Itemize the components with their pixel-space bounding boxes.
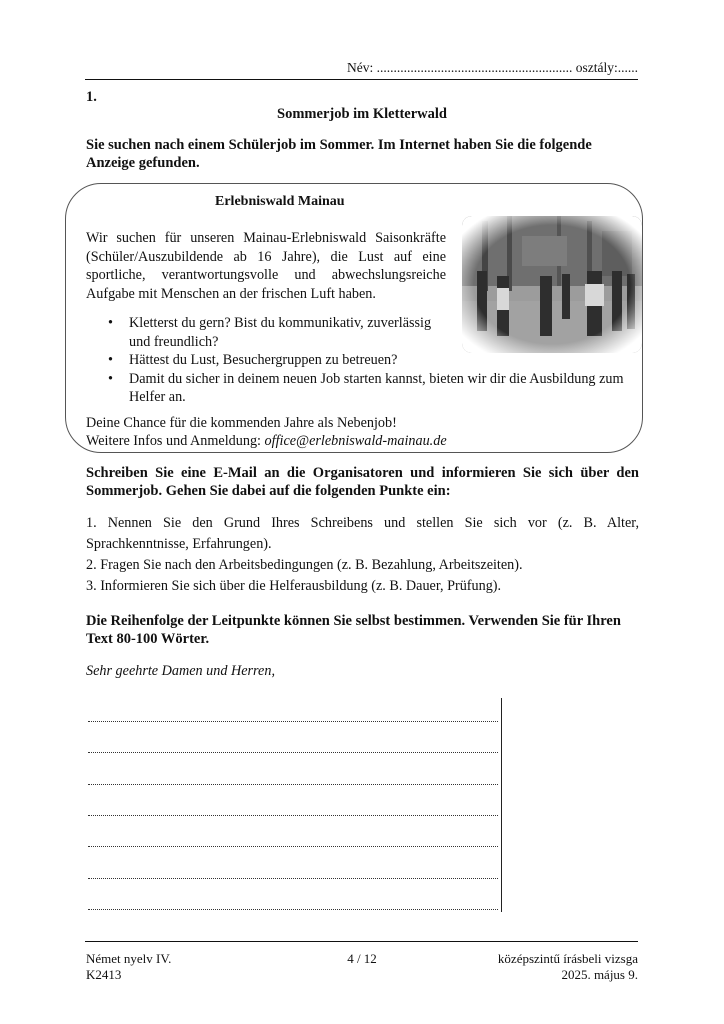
answer-line[interactable]	[88, 846, 498, 847]
footer-subject: Német nyelv IV.	[86, 951, 172, 966]
order-note: Die Reihenfolge der Leitpunkte können Sie selbst bestimmen. Verwenden Sie für Ihren Text 80-100 Wörter.	[86, 613, 621, 647]
task-title: Sommerjob im Kletterwald	[277, 106, 447, 122]
answer-line[interactable]	[88, 815, 498, 816]
ad-bullet-list	[108, 314, 640, 407]
name-blank[interactable]: ..........................................................	[376, 60, 573, 75]
ad-body-text: Wir suchen für unseren Mainau-Erlebniswald Saisonkräfte (Schüler/Auszubildende ab 16 Jahre), die Lust auf eine sportliche, verantwortungsvolle und abwechslungsreiche Aufgabe mit Menschen an der frischen Luft haben.	[86, 230, 446, 302]
class-blank[interactable]: ......	[617, 60, 638, 75]
contact-label: Weitere Infos und Anmeldung:	[86, 433, 265, 449]
answer-line[interactable]	[88, 784, 498, 785]
footer-divider	[85, 941, 638, 942]
ad-bullet-item: • Kletterst du gern? Bist du kommunikativ, zuverlässig und freundlich?	[108, 314, 449, 351]
name-label: Név:	[347, 60, 374, 75]
footer-date: 2025. május 9.	[561, 967, 638, 982]
guide-point: 1. Nennen Sie den Grund Ihres Schreibens und stellen Sie sich vor (z. B. Alter, Sprachkenntnisse, Erfahrungen).	[86, 515, 639, 552]
page-number: 4 / 12	[347, 951, 377, 966]
ad-bullet-item: • Hättest du Lust, Besuchergruppen zu betreuen?	[108, 351, 640, 370]
guide-points-list	[86, 513, 639, 597]
ad-title: Erlebniswald Mainau	[215, 194, 345, 209]
answer-line[interactable]	[88, 909, 498, 910]
answer-line[interactable]	[88, 752, 498, 753]
name-class-field-row	[347, 60, 638, 76]
answer-writing-area[interactable]	[88, 690, 502, 912]
footer-exam-level: középszintű írásbeli vizsga	[497, 951, 638, 966]
answer-line[interactable]	[88, 721, 498, 722]
answer-line[interactable]	[88, 878, 498, 879]
writing-task-instructions: Schreiben Sie eine E-Mail an die Organisatoren und informieren Sie sich über den Sommerjob. Gehen Sie dabei auf die folgenden Punkte ein:	[86, 465, 639, 499]
footer-code: K2413	[86, 967, 122, 982]
letter-salutation: Sehr geehrte Damen und Herren,	[86, 663, 275, 679]
ad-footer	[86, 414, 447, 450]
ad-bullet-item: • Damit du sicher in deinem neuen Job starten kannst, bieten wir dir die Ausbildung zum Helfer an.	[108, 370, 640, 407]
ad-footer-chance: Deine Chance für die kommenden Jahre als Nebenjob!	[86, 415, 397, 431]
footer-right	[498, 951, 638, 983]
task-number: 1.	[86, 89, 97, 105]
ad-footer-contact	[86, 432, 447, 450]
guide-point: 3. Informieren Sie sich über die Helferausbildung (z. B. Dauer, Prüfung).	[86, 578, 502, 594]
contact-email-link[interactable]: office@erlebniswald-mainau.de	[264, 433, 447, 449]
task-intro: Sie suchen nach einem Schülerjob im Sommer. Im Internet haben Sie die folgende Anzeige gefunden.	[86, 137, 592, 171]
guide-point: 2. Fragen Sie nach den Arbeitsbedingungen (z. B. Bezahlung, Arbeitszeiten).	[86, 557, 523, 573]
margin-line	[501, 698, 502, 912]
class-label: osztály:	[575, 60, 618, 75]
header-divider	[85, 79, 638, 80]
